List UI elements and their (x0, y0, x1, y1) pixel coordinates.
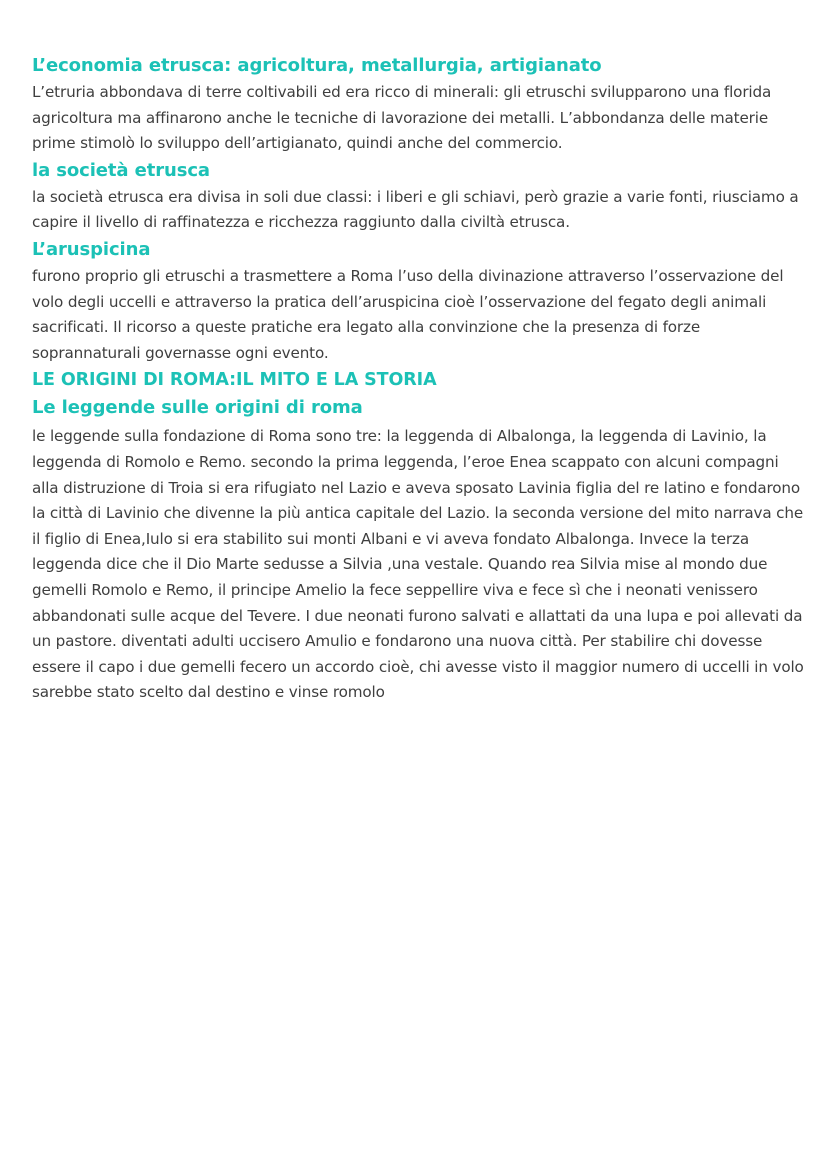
paragraph-societa-etrusca: la società etrusca era divisa in soli due classi: i liberi e gli schiavi, però grazie a varie fonti, riusciamo a capire il livello di raffinatezza e ricchezza raggiunto dalla civiltà etrusca. (32, 187, 799, 232)
paragraph-aruspicina: furono proprio gli etruschi a trasmettere a Roma l’uso della divinazione attraverso l’osservazione del volo degli uccelli e attraverso la pratica dell’aruspicina cioè l’osservazione del fegato degli animali sacrificati. Il ricorso a queste pratiche era legato alla convinzione che la presenza di forze soprannaturali governasse ogni evento. (32, 266, 784, 362)
heading-societa-etrusca: la società etrusca (32, 159, 210, 181)
heading-leggende-origini: Le leggende sulle origini di roma (32, 397, 363, 419)
heading-origini-di-roma: LE ORIGINI DI ROMA:IL MITO E LA STORIA (32, 370, 437, 391)
heading-aruspicina: L’aruspicina (32, 238, 151, 260)
paragraph-leggende-origini: le leggende sulla fondazione di Roma sono tre: la leggenda di Albalonga, la leggenda di Lavinio, la leggenda di Romolo e Remo. secondo la prima leggenda, l’eroe Enea scappato con alcuni compagni alla distruzione di Troia si era rifugiato nel Lazio e aveva sposato Lavinia figlia del re latino e fondarono la città di Lavinio che divenne la più antica capitale del Lazio. la seconda versione del mito narrava che il figlio di Enea,Iulo si era stabilito sui monti Albani e vi aveva fondato Albalonga. Invece la terza leggenda dice che il Dio Marte sedusse a Silvia ,una vestale. Quando rea Silvia mise al mondo due gemelli Romolo e Remo, il principe Amelio la fece seppellire viva e fece sì che i neonati venissero abbandonati sulle acque del Tevere. I due neonati furono salvati e allattati da una lupa e poi allevati da un pastore. diventati adulti uccisero Amulio e fondarono una nuova città. Per stabilire chi dovesse essere il capo i due gemelli fecero un accordo cioè, chi avesse visto il maggior numero di uccelli in volo sarebbe stato scelto dal destino e vinse romolo (32, 427, 804, 702)
paragraph-economia-etrusca: L’etruria abbondava di terre coltivabili ed era ricco di minerali: gli etruschi svilupparono una florida agricoltura ma affinarono anche le tecniche di lavorazione dei metalli. L’abbondanza delle materie prime stimolò lo sviluppo dell’artigianato, quindi anche del commercio. (32, 83, 772, 153)
document-page (32, 54, 804, 706)
heading-economia-etrusca: L’economia etrusca: agricoltura, metallurgia, artigianato (32, 55, 602, 76)
